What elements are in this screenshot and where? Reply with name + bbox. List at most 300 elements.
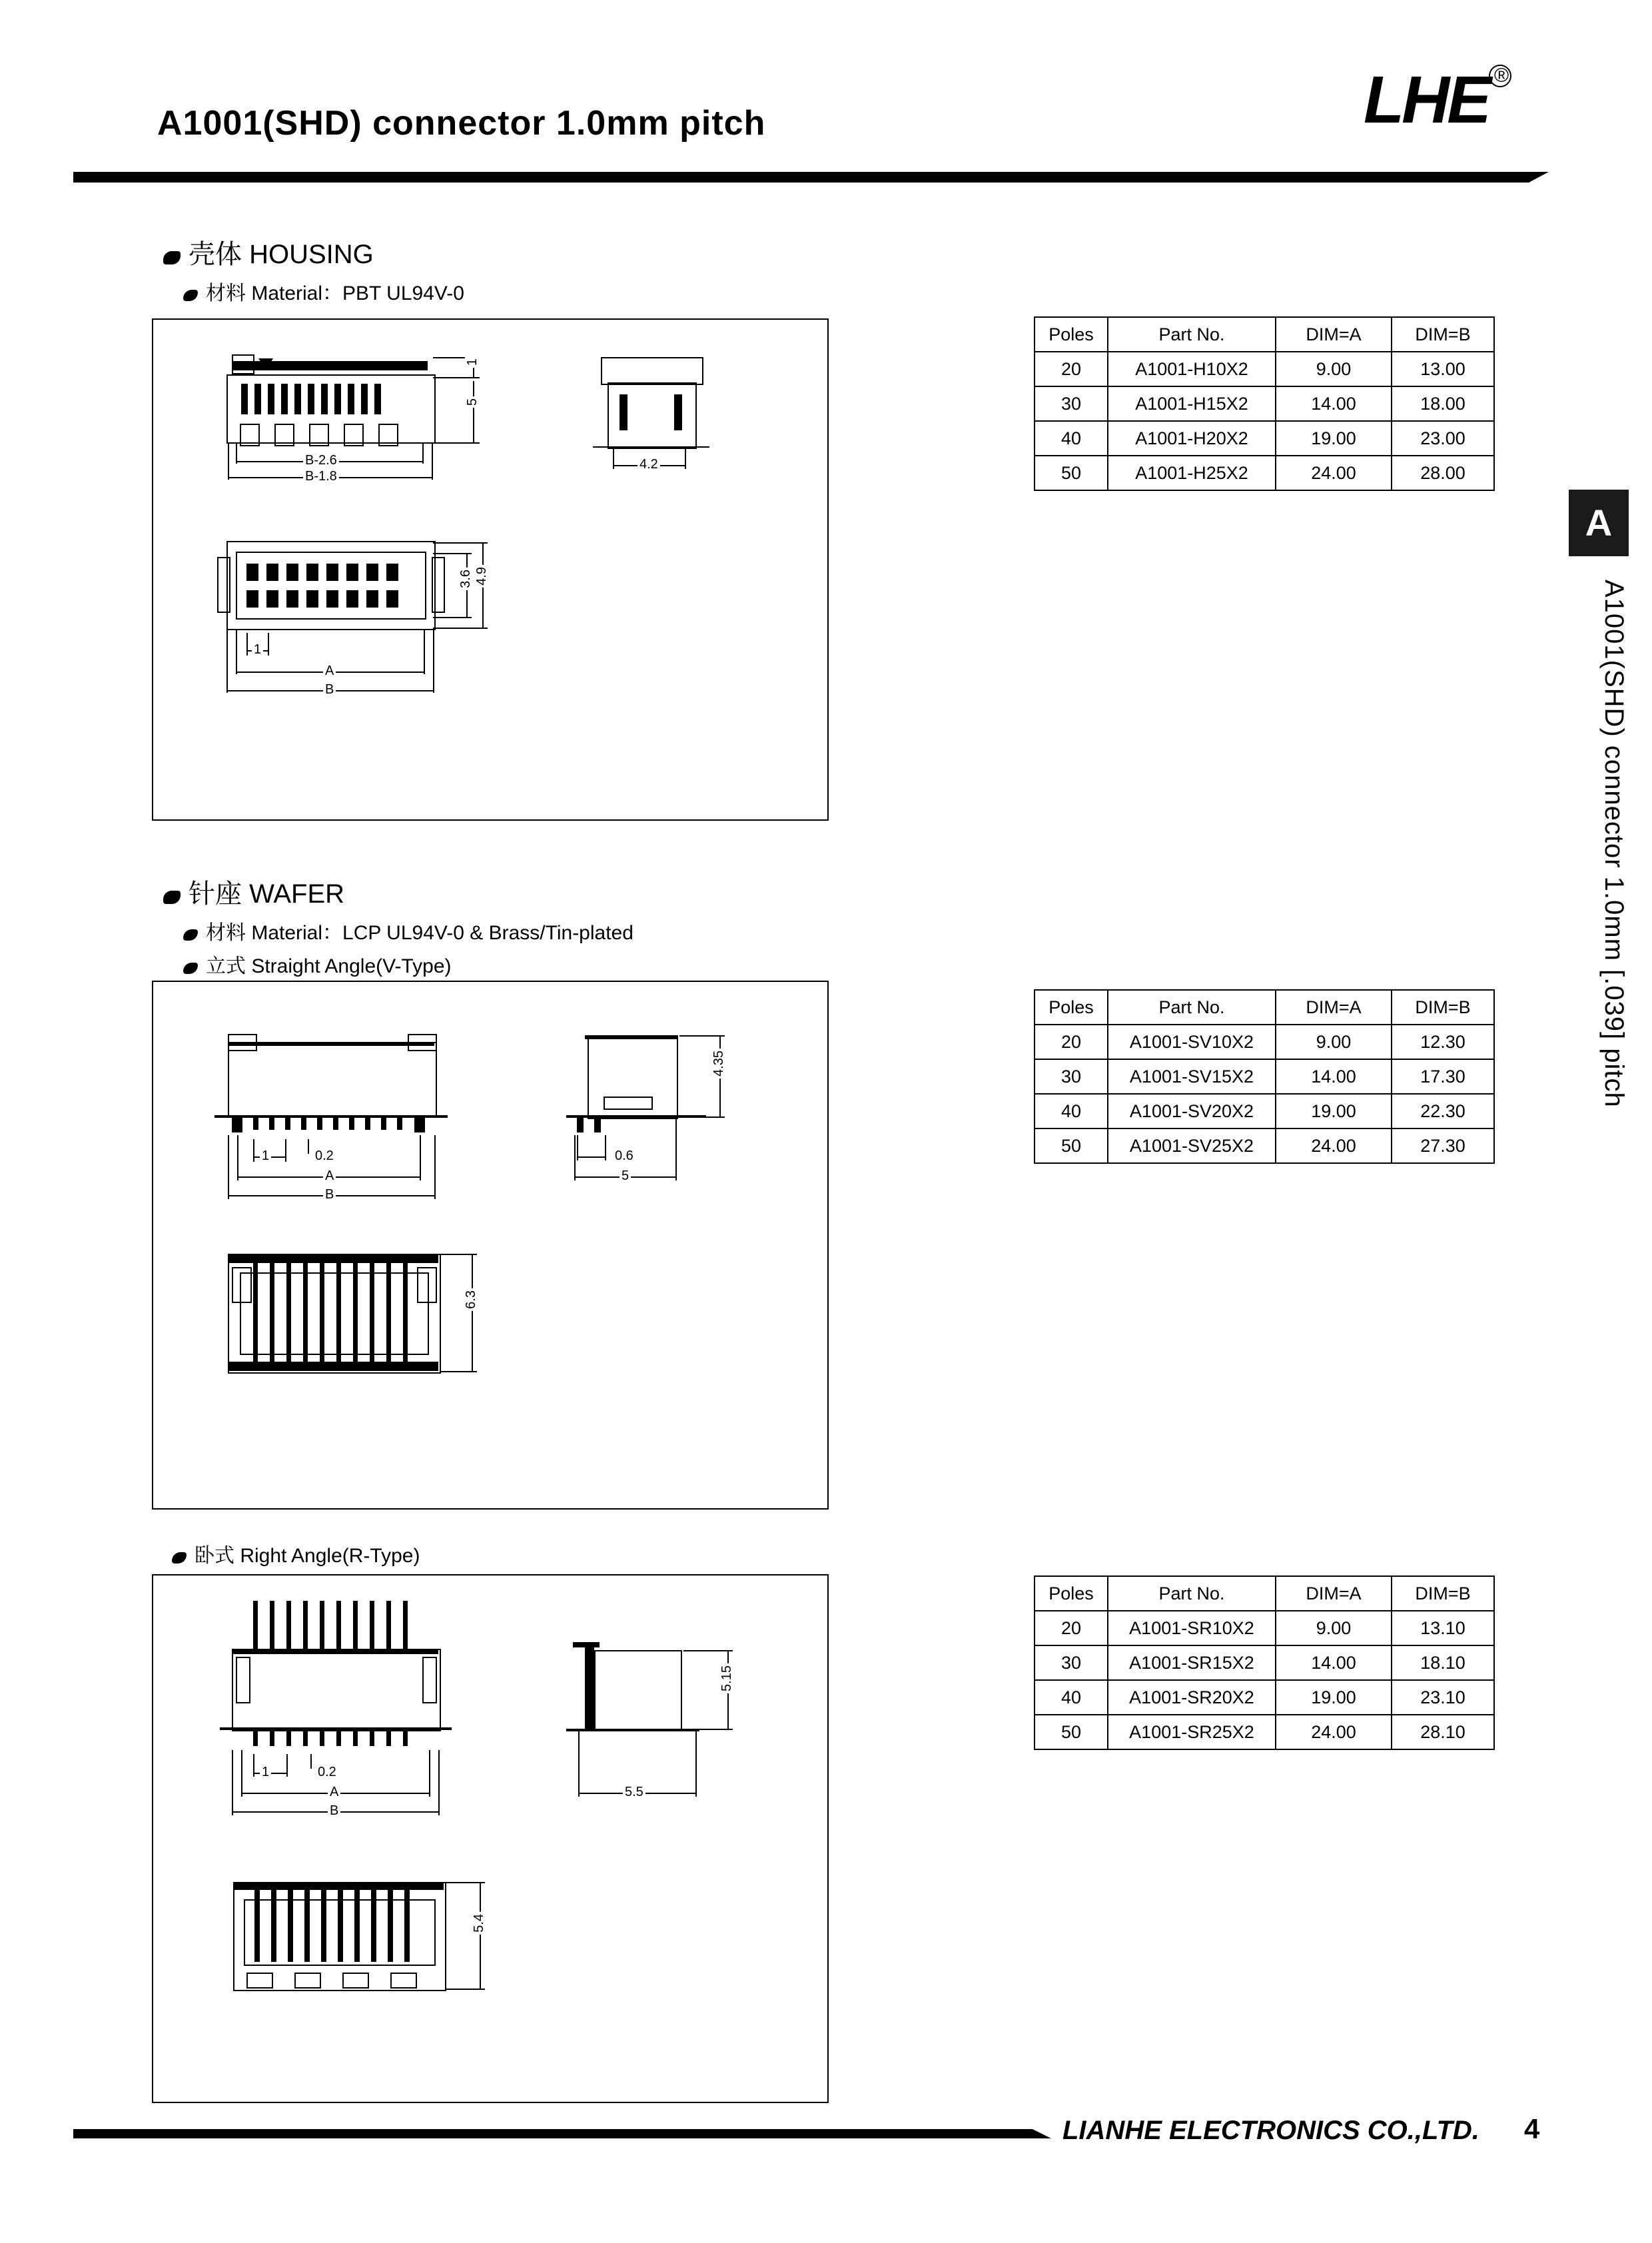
col-header-dimb: DIM=B bbox=[1392, 1576, 1494, 1611]
housing-front-foot bbox=[344, 424, 364, 446]
housing-side-slot bbox=[674, 394, 682, 430]
col-header-poles: Poles bbox=[1034, 990, 1108, 1025]
ext-line bbox=[433, 553, 472, 554]
table-header-row bbox=[1034, 990, 1494, 1025]
table-row bbox=[1034, 1611, 1494, 1645]
housing-latch-left bbox=[232, 354, 254, 374]
wafer-r-bottom-rib bbox=[321, 1890, 326, 1962]
housing-top-tab bbox=[217, 557, 230, 613]
table-row bbox=[1034, 352, 1494, 386]
ext-line bbox=[236, 444, 237, 464]
wafer-r-pin-up bbox=[353, 1601, 358, 1650]
dim-b: B bbox=[323, 1187, 336, 1202]
dim-b-1-8: B-1.8 bbox=[303, 469, 339, 484]
dim-a: A bbox=[328, 1785, 340, 1800]
wafer-v-top-edge bbox=[228, 1042, 434, 1046]
col-header-partno: Part No. bbox=[1108, 1576, 1276, 1611]
wafer-right-angle-type bbox=[172, 1539, 420, 1568]
cell-dimb: 18.00 bbox=[1392, 386, 1494, 421]
ext-line bbox=[228, 444, 229, 480]
dim-5: 5 bbox=[465, 396, 480, 408]
wafer-v-pin bbox=[365, 1115, 370, 1130]
wafer-v-pin bbox=[333, 1115, 338, 1130]
housing-cavity bbox=[286, 564, 298, 581]
wafer-r-post bbox=[236, 1657, 250, 1703]
housing-cavity bbox=[386, 564, 398, 581]
ext-line bbox=[695, 1731, 697, 1797]
wafer-r-pin-down bbox=[253, 1729, 258, 1746]
housing-front-foot bbox=[309, 424, 329, 446]
table-row bbox=[1034, 1715, 1494, 1749]
cell-dimb: 23.10 bbox=[1392, 1680, 1494, 1715]
wafer-v-top-pin bbox=[386, 1262, 391, 1362]
wafer-v-pin bbox=[253, 1115, 258, 1130]
ext-line bbox=[433, 617, 472, 618]
leaf-bullet-icon bbox=[172, 1552, 187, 1564]
col-header-partno: Part No. bbox=[1108, 990, 1276, 1025]
wafer-v-pin bbox=[397, 1115, 402, 1130]
wafer-v-side-top bbox=[585, 1035, 678, 1039]
housing-cavity bbox=[346, 564, 358, 581]
ext-line bbox=[232, 1750, 233, 1815]
cell-dimb: 17.30 bbox=[1392, 1059, 1494, 1094]
wafer-v-side-pin bbox=[604, 1097, 653, 1110]
cell-poles: 40 bbox=[1034, 1680, 1108, 1715]
wafer-v-top-pin bbox=[336, 1262, 341, 1362]
wafer-v-top-corner bbox=[232, 1267, 252, 1303]
table-row bbox=[1034, 386, 1494, 421]
wafer-sv-table bbox=[1034, 989, 1495, 1164]
registered-trademark-icon: ® bbox=[1489, 65, 1511, 87]
cell-dimb: 13.00 bbox=[1392, 352, 1494, 386]
housing-front-rib bbox=[321, 384, 328, 414]
housing-cavity bbox=[266, 590, 278, 608]
cell-partno: A1001-SR25X2 bbox=[1108, 1715, 1276, 1749]
wafer-v-top-pin bbox=[253, 1262, 258, 1362]
table-row bbox=[1034, 1059, 1494, 1094]
ext-line bbox=[433, 628, 488, 629]
lhe-logo bbox=[1262, 63, 1507, 137]
cell-partno: A1001-H20X2 bbox=[1108, 421, 1276, 456]
wafer-r-pin-down bbox=[370, 1729, 374, 1746]
wafer-r-pin-down bbox=[336, 1729, 341, 1746]
cell-dimb: 23.00 bbox=[1392, 421, 1494, 456]
ext-line bbox=[226, 630, 228, 693]
cell-poles: 20 bbox=[1034, 1611, 1108, 1645]
housing-cavity bbox=[326, 590, 338, 608]
table-row bbox=[1034, 1645, 1494, 1680]
wafer-v-pin bbox=[285, 1115, 290, 1130]
wafer-v-pin bbox=[301, 1115, 306, 1130]
housing-front-rib bbox=[241, 384, 248, 414]
wafer-v-pin bbox=[269, 1115, 274, 1130]
wafer-r-pin-down bbox=[353, 1729, 358, 1746]
cell-partno: A1001-SV15X2 bbox=[1108, 1059, 1276, 1094]
wafer-r-pin-down bbox=[286, 1729, 291, 1746]
cell-dima: 19.00 bbox=[1276, 1094, 1392, 1128]
dim-5-4: 5.4 bbox=[472, 1912, 487, 1935]
cell-dima: 14.00 bbox=[1276, 1059, 1392, 1094]
wafer-r-pin-up bbox=[270, 1601, 274, 1650]
dim-1: 1 bbox=[465, 356, 480, 368]
ext-line bbox=[286, 1754, 288, 1777]
leaf-bullet-icon bbox=[183, 929, 198, 941]
wafer-r-bottom-rib bbox=[404, 1890, 410, 1962]
ext-line bbox=[246, 633, 248, 656]
ext-line bbox=[675, 1119, 677, 1180]
dim-line bbox=[472, 1254, 473, 1371]
housing-drawing bbox=[152, 318, 829, 821]
wafer-right-angle-type-text: 卧式 Right Angle(R-Type) bbox=[195, 1545, 420, 1567]
wafer-v-endpost bbox=[414, 1115, 425, 1132]
ext-line bbox=[422, 444, 424, 464]
cell-poles: 50 bbox=[1034, 456, 1108, 490]
ext-line bbox=[613, 448, 614, 469]
wafer-r-bottom-rib bbox=[371, 1890, 376, 1962]
wafer-r-foot bbox=[390, 1973, 417, 1989]
housing-cavity bbox=[246, 564, 258, 581]
leaf-bullet-icon bbox=[163, 891, 181, 904]
wafer-r-side-body bbox=[594, 1650, 682, 1731]
cell-partno: A1001-SR20X2 bbox=[1108, 1680, 1276, 1715]
housing-side-slot bbox=[620, 394, 627, 430]
ext-line bbox=[577, 1135, 578, 1160]
housing-front-rib bbox=[281, 384, 288, 414]
dim-3-6: 3.6 bbox=[458, 568, 474, 590]
wafer-r-pin-up bbox=[320, 1601, 324, 1650]
housing-front-rib bbox=[374, 384, 381, 414]
housing-front-rib bbox=[254, 384, 261, 414]
wafer-heading-text: 针座 WAFER bbox=[189, 879, 345, 909]
housing-cavity bbox=[366, 564, 378, 581]
wafer-r-pin-down bbox=[403, 1729, 408, 1746]
table-row bbox=[1034, 421, 1494, 456]
housing-cavity bbox=[326, 564, 338, 581]
dim-b-2-6: B-2.6 bbox=[303, 453, 339, 468]
wafer-r-bottom-rib bbox=[338, 1890, 343, 1962]
cell-dima: 24.00 bbox=[1276, 456, 1392, 490]
ext-line bbox=[253, 1754, 254, 1777]
dim-a: A bbox=[323, 1168, 336, 1184]
cell-dimb: 28.00 bbox=[1392, 456, 1494, 490]
wafer-v-top-pin bbox=[370, 1262, 374, 1362]
logo-text: LHE bbox=[1364, 63, 1489, 137]
dim-pitch-1: 1 bbox=[260, 1765, 271, 1780]
wafer-r-pin-up bbox=[286, 1601, 291, 1650]
wafer-v-top-pin bbox=[320, 1262, 324, 1362]
leaf-bullet-icon bbox=[163, 251, 181, 264]
housing-cavity bbox=[366, 590, 378, 608]
ext-line bbox=[236, 630, 237, 674]
col-header-poles: Poles bbox=[1034, 1576, 1108, 1611]
wafer-v-top-pin bbox=[403, 1262, 408, 1362]
ext-line bbox=[605, 1135, 606, 1160]
ext-line bbox=[308, 1139, 309, 1154]
footer-company: LIANHE ELECTRONICS CO.,LTD. bbox=[1062, 2116, 1479, 2145]
page-number: 4 bbox=[1524, 2113, 1540, 2144]
table-header-row bbox=[1034, 1576, 1494, 1611]
cell-dimb: 13.10 bbox=[1392, 1611, 1494, 1645]
wafer-r-side-base bbox=[566, 1729, 699, 1731]
ext-line bbox=[433, 630, 434, 693]
footer-divider bbox=[73, 2129, 1032, 2138]
wafer-v-top-corner bbox=[417, 1267, 437, 1303]
ext-line bbox=[683, 1650, 733, 1651]
cell-dima: 9.00 bbox=[1276, 1611, 1392, 1645]
table-row bbox=[1034, 456, 1494, 490]
cell-dimb: 18.10 bbox=[1392, 1645, 1494, 1680]
cell-dimb: 27.30 bbox=[1392, 1128, 1494, 1163]
wafer-r-side-hook bbox=[573, 1642, 600, 1647]
col-header-poles: Poles bbox=[1034, 317, 1108, 352]
wafer-r-bottom-bar bbox=[233, 1882, 444, 1890]
dim-5-5: 5.5 bbox=[623, 1785, 645, 1800]
cell-dima: 14.00 bbox=[1276, 386, 1392, 421]
ext-line bbox=[683, 1729, 733, 1730]
cell-poles: 30 bbox=[1034, 1059, 1108, 1094]
cell-dimb: 12.30 bbox=[1392, 1025, 1494, 1059]
wafer-v-top-inner bbox=[240, 1272, 429, 1355]
wafer-straight-type bbox=[183, 949, 452, 979]
dim-4-35: 4.35 bbox=[711, 1049, 727, 1079]
dim-0-2: 0.2 bbox=[313, 1148, 336, 1164]
dim-line bbox=[577, 1156, 605, 1158]
housing-front-foot bbox=[274, 424, 294, 446]
wafer-r-side-flange bbox=[585, 1646, 594, 1729]
wafer-v-side-leg bbox=[577, 1117, 584, 1132]
cell-partno: A1001-SV20X2 bbox=[1108, 1094, 1276, 1128]
ext-line bbox=[685, 448, 686, 469]
col-header-dima: DIM=A bbox=[1276, 317, 1392, 352]
wafer-v-endpost bbox=[232, 1115, 242, 1132]
wafer-v-top-pin bbox=[303, 1262, 308, 1362]
housing-side-base bbox=[593, 446, 709, 448]
leaf-bullet-icon bbox=[183, 290, 198, 301]
cell-poles: 50 bbox=[1034, 1128, 1108, 1163]
wafer-r-bottom-rib bbox=[254, 1890, 260, 1962]
cell-dimb: 28.10 bbox=[1392, 1715, 1494, 1749]
wafer-right-angle-drawing bbox=[152, 1574, 829, 2103]
wafer-r-bottom-rib bbox=[288, 1890, 293, 1962]
ext-line bbox=[310, 1754, 312, 1769]
col-header-dimb: DIM=B bbox=[1392, 317, 1494, 352]
col-header-partno: Part No. bbox=[1108, 317, 1276, 352]
wafer-r-foot bbox=[342, 1973, 369, 1989]
ext-line bbox=[432, 444, 433, 480]
ext-line bbox=[433, 442, 480, 444]
housing-front-rib bbox=[294, 384, 301, 414]
wafer-sr-table bbox=[1034, 1575, 1495, 1750]
cell-dima: 19.00 bbox=[1276, 1680, 1392, 1715]
wafer-v-shoulder-left bbox=[228, 1034, 257, 1051]
dim-6-3: 6.3 bbox=[464, 1288, 479, 1311]
wafer-r-pin-down bbox=[270, 1729, 274, 1746]
cell-poles: 40 bbox=[1034, 1094, 1108, 1128]
wafer-material-text: 材料 Material：LCP UL94V-0 & Brass/Tin-plated bbox=[206, 922, 633, 944]
ext-line bbox=[679, 1117, 725, 1118]
ext-line bbox=[228, 1135, 229, 1199]
wafer-v-shoulder-right bbox=[408, 1034, 437, 1051]
wafer-heading bbox=[163, 873, 344, 911]
dim-b: B bbox=[323, 682, 336, 697]
wafer-v-top-pin bbox=[286, 1262, 291, 1362]
ext-line bbox=[285, 1139, 286, 1162]
wafer-v-pin bbox=[349, 1115, 354, 1130]
cell-partno: A1001-SR15X2 bbox=[1108, 1645, 1276, 1680]
ext-line bbox=[446, 1989, 485, 1990]
cell-partno: A1001-H10X2 bbox=[1108, 352, 1276, 386]
section-tab-a: A bbox=[1569, 490, 1629, 556]
ext-line bbox=[574, 1135, 576, 1180]
table-row bbox=[1034, 1680, 1494, 1715]
header-divider bbox=[73, 172, 1529, 183]
cell-partno: A1001-SR10X2 bbox=[1108, 1611, 1276, 1645]
housing-top-view-inner bbox=[236, 552, 426, 620]
housing-cavity bbox=[386, 590, 398, 608]
table-row bbox=[1034, 1128, 1494, 1163]
housing-front-rib bbox=[308, 384, 314, 414]
housing-polarity-triangle-icon bbox=[258, 358, 273, 370]
housing-cavity bbox=[346, 590, 358, 608]
housing-front-rib bbox=[361, 384, 368, 414]
housing-top-tab bbox=[432, 557, 445, 613]
dim-pitch-1: 1 bbox=[252, 642, 263, 658]
wafer-r-pin-down bbox=[320, 1729, 324, 1746]
wafer-r-pin-up bbox=[303, 1601, 308, 1650]
table-header-row bbox=[1034, 317, 1494, 352]
housing-table bbox=[1034, 316, 1495, 491]
housing-front-rib bbox=[348, 384, 354, 414]
ext-line bbox=[438, 1750, 440, 1815]
dim-b: B bbox=[328, 1803, 340, 1819]
dim-line bbox=[473, 381, 474, 442]
col-header-dima: DIM=A bbox=[1276, 990, 1392, 1025]
cell-poles: 30 bbox=[1034, 386, 1108, 421]
wafer-material bbox=[183, 916, 633, 945]
housing-material bbox=[183, 276, 464, 306]
cell-partno: A1001-SV10X2 bbox=[1108, 1025, 1276, 1059]
wafer-r-bottom-rib bbox=[271, 1890, 276, 1962]
wafer-r-foot bbox=[246, 1973, 273, 1989]
wafer-r-post bbox=[422, 1657, 437, 1703]
wafer-v-side-leg bbox=[594, 1117, 601, 1132]
leaf-bullet-icon bbox=[183, 963, 198, 974]
wafer-r-pin-down bbox=[386, 1729, 391, 1746]
ext-line bbox=[237, 1135, 238, 1180]
ext-line bbox=[440, 1254, 477, 1255]
wafer-r-body bbox=[232, 1649, 441, 1731]
wafer-r-pin-down bbox=[303, 1729, 308, 1746]
cell-dima: 24.00 bbox=[1276, 1128, 1392, 1163]
housing-side-body bbox=[601, 357, 703, 385]
ext-line bbox=[241, 1750, 242, 1797]
ext-line bbox=[578, 1731, 580, 1797]
wafer-v-body bbox=[228, 1042, 437, 1118]
wafer-r-pin-up bbox=[403, 1601, 408, 1650]
side-vertical-title: A1001(SHD) connector 1.0mm [.039] pitch bbox=[1599, 580, 1629, 1108]
ext-line bbox=[429, 1750, 430, 1797]
housing-front-rib bbox=[334, 384, 341, 414]
dim-0-6: 0.6 bbox=[613, 1148, 635, 1164]
ext-line bbox=[424, 630, 425, 674]
wafer-v-top-pin bbox=[270, 1262, 274, 1362]
cell-dima: 14.00 bbox=[1276, 1645, 1392, 1680]
housing-front-rib bbox=[268, 384, 274, 414]
wafer-r-pin-up bbox=[336, 1601, 341, 1650]
dim-0-2: 0.2 bbox=[316, 1765, 338, 1780]
ext-line bbox=[253, 1139, 254, 1162]
ext-line bbox=[440, 1371, 477, 1372]
housing-front-foot bbox=[240, 424, 260, 446]
cell-poles: 20 bbox=[1034, 1025, 1108, 1059]
table-row bbox=[1034, 1025, 1494, 1059]
housing-heading-text: 壳体 HOUSING bbox=[189, 240, 374, 269]
ext-line bbox=[433, 542, 488, 544]
col-header-dima: DIM=A bbox=[1276, 1576, 1392, 1611]
housing-cavity bbox=[246, 590, 258, 608]
housing-cavity bbox=[306, 564, 318, 581]
cell-poles: 20 bbox=[1034, 352, 1108, 386]
cell-partno: A1001-SV25X2 bbox=[1108, 1128, 1276, 1163]
wafer-v-pin bbox=[317, 1115, 322, 1130]
wafer-straight-drawing bbox=[152, 981, 829, 1510]
dim-4-2: 4.2 bbox=[637, 457, 660, 472]
page-title: A1001(SHD) connector 1.0mm pitch bbox=[157, 104, 766, 143]
footer-divider-tail bbox=[1032, 2129, 1051, 2138]
ext-line bbox=[433, 377, 480, 378]
wafer-v-top-edge-bar bbox=[228, 1362, 438, 1371]
table-row bbox=[1034, 1094, 1494, 1128]
housing-cavity bbox=[286, 590, 298, 608]
wafer-r-bottom-rib bbox=[304, 1890, 310, 1962]
ext-line bbox=[679, 1035, 725, 1037]
dim-a: A bbox=[323, 664, 336, 679]
ext-line bbox=[434, 1135, 436, 1199]
ext-line bbox=[420, 1135, 421, 1180]
cell-dima: 19.00 bbox=[1276, 421, 1392, 456]
col-header-dimb: DIM=B bbox=[1392, 990, 1494, 1025]
dim-4-9: 4.9 bbox=[474, 565, 490, 588]
housing-cavity bbox=[306, 590, 318, 608]
wafer-r-pin-up bbox=[386, 1601, 391, 1650]
wafer-r-bottom-rib bbox=[388, 1890, 393, 1962]
dim-5-15: 5.15 bbox=[719, 1663, 735, 1693]
cell-dimb: 22.30 bbox=[1392, 1094, 1494, 1128]
dim-line bbox=[480, 1882, 481, 1989]
housing-material-text: 材料 Material：PBT UL94V-0 bbox=[206, 282, 464, 304]
ext-line bbox=[268, 633, 269, 656]
wafer-r-pin-up bbox=[370, 1601, 374, 1650]
cell-poles: 40 bbox=[1034, 421, 1108, 456]
header-divider-tail bbox=[1529, 172, 1549, 183]
cell-dima: 9.00 bbox=[1276, 1025, 1392, 1059]
housing-cavity bbox=[266, 564, 278, 581]
cell-partno: A1001-H15X2 bbox=[1108, 386, 1276, 421]
wafer-r-pin-up bbox=[253, 1601, 258, 1650]
wafer-v-base-line bbox=[214, 1115, 448, 1118]
ext-line bbox=[446, 1882, 485, 1883]
cell-partno: A1001-H25X2 bbox=[1108, 456, 1276, 490]
cell-poles: 30 bbox=[1034, 1645, 1108, 1680]
housing-heading bbox=[163, 233, 374, 271]
cell-poles: 50 bbox=[1034, 1715, 1108, 1749]
cell-dima: 24.00 bbox=[1276, 1715, 1392, 1749]
wafer-r-bottom-rib bbox=[354, 1890, 360, 1962]
dim-pitch-1: 1 bbox=[260, 1148, 271, 1164]
wafer-r-foot bbox=[294, 1973, 321, 1989]
dim-5: 5 bbox=[620, 1168, 631, 1184]
housing-front-foot bbox=[378, 424, 398, 446]
